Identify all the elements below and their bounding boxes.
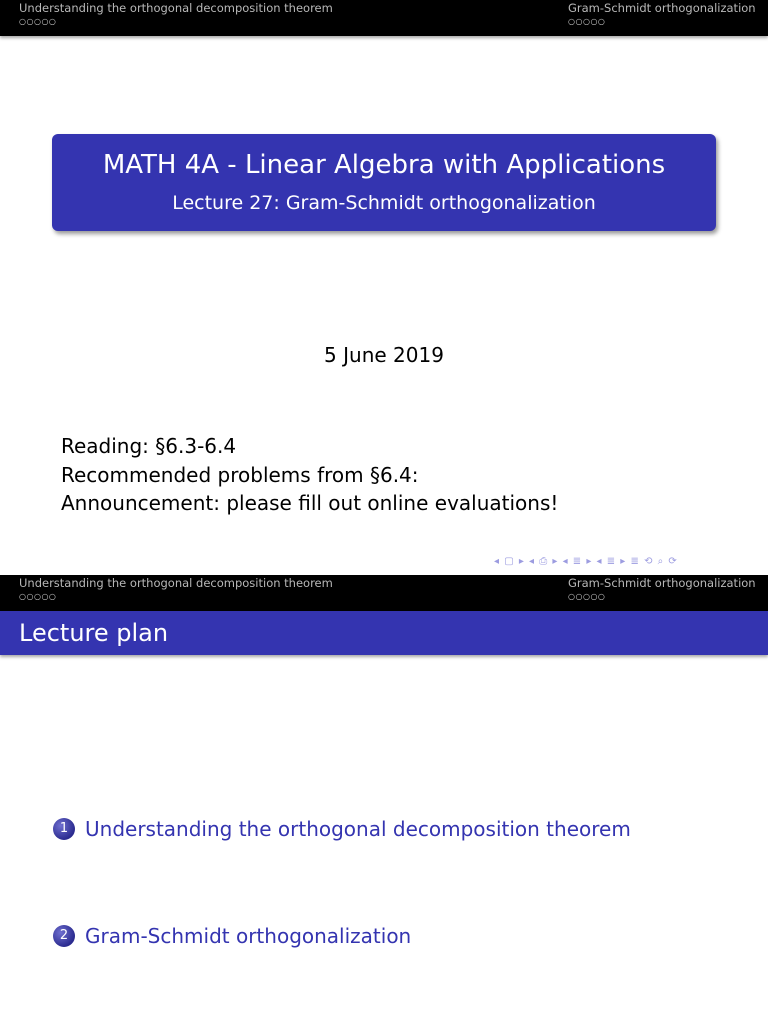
headline-left-dots[interactable]: ○○○○○: [19, 17, 57, 26]
toc-item-gram-schmidt[interactable]: [53, 922, 411, 950]
beamer-navigation-symbols[interactable]: ◂ ▢ ▸ ◂ ⎙ ▸ ◂ ≣ ▸ ◂ ≣ ▸ ≣ ⟲ ⌕ ⟳: [494, 556, 678, 567]
headline-right-label: Gram-Schmidt orthogonalization: [568, 1, 756, 15]
headline-left-label: Understanding the orthogonal decomposition theorem: [19, 1, 333, 15]
lecture-plan-slide: [0, 575, 768, 1024]
announcement-line: Announcement: please fill out online evaluations!: [61, 491, 559, 515]
headline-left-dots[interactable]: ○○○○○: [19, 592, 57, 601]
headline-section-right[interactable]: [568, 576, 756, 603]
toc-link-label[interactable]: Understanding the orthogonal decomposition theorem: [85, 817, 631, 841]
title-box: [52, 134, 716, 231]
headline-bar: [0, 0, 768, 36]
headline-bar: [0, 575, 768, 611]
headline-section-left[interactable]: [19, 576, 333, 603]
reading-line: Reading: §6.3-6.4: [61, 434, 237, 458]
headline-section-left[interactable]: [19, 1, 333, 28]
frame-title-bar: [0, 611, 768, 655]
info-block: [61, 432, 558, 518]
headline-right-label: Gram-Schmidt orthogonalization: [568, 576, 756, 590]
frame-title: Lecture plan: [19, 619, 169, 647]
presentation-subtitle: Lecture 27: Gram-Schmidt orthogonalization: [172, 192, 596, 214]
toc-number-badge: 1: [53, 818, 75, 840]
headline-right-dots[interactable]: ○○○○○: [568, 17, 606, 26]
headline-left-label: Understanding the orthogonal decomposition theorem: [19, 576, 333, 590]
recommended-problems-line: Recommended problems from §6.4:: [61, 462, 419, 487]
toc-item-orthogonal-decomposition[interactable]: [53, 815, 631, 843]
headline-right-dots[interactable]: ○○○○○: [568, 592, 606, 601]
toc-number-badge: 2: [53, 925, 75, 947]
presentation-title: MATH 4A - Linear Algebra with Applications: [102, 150, 666, 180]
toc-link-label[interactable]: Gram-Schmidt orthogonalization: [85, 924, 412, 948]
presentation-date: 5 June 2019: [324, 343, 444, 367]
headline-section-right[interactable]: [568, 1, 756, 28]
